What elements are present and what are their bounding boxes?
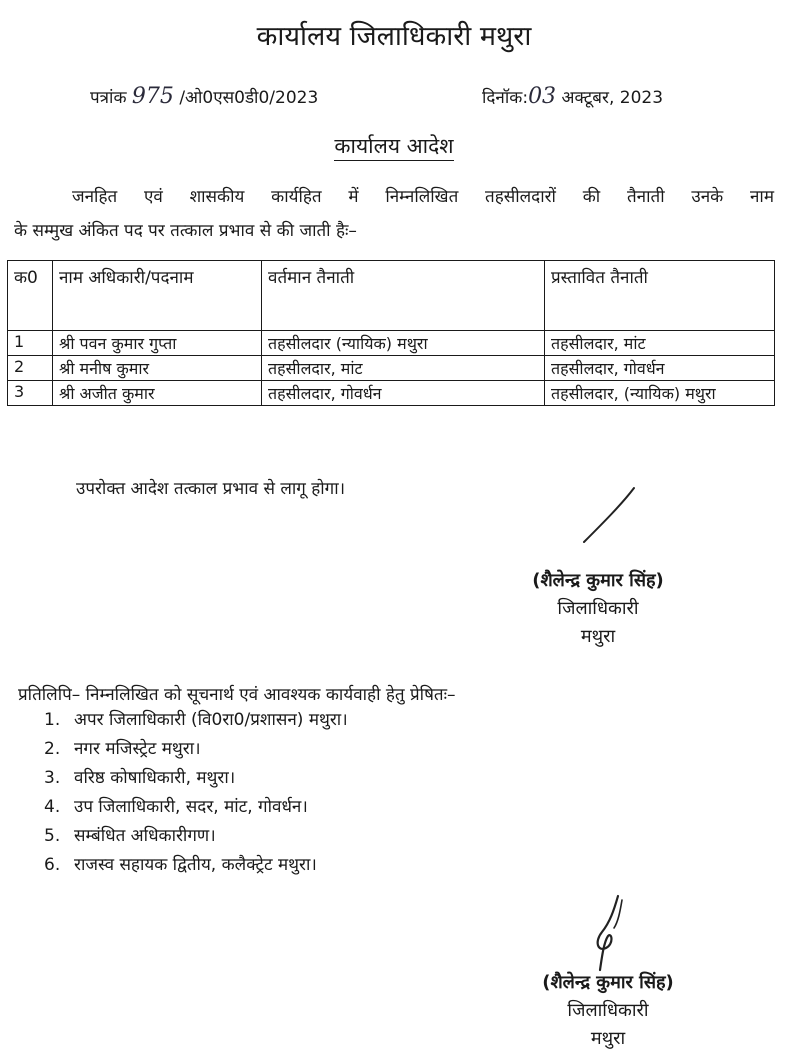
intro-line-2: के सम्मुख अंकित पद पर तत्काल प्रभाव से की जाती हैः– bbox=[14, 221, 357, 241]
cell-current-posting: तहसीलदार (न्यायिक) मथुरा bbox=[262, 331, 545, 356]
copy-recipient-list bbox=[44, 706, 348, 880]
list-number: 2. bbox=[44, 739, 61, 759]
signature-block-1 bbox=[480, 568, 716, 648]
signature-mark-1 bbox=[578, 484, 638, 546]
header-name: नाम अधिकारी/पदनाम bbox=[53, 261, 262, 331]
posting-table bbox=[7, 260, 775, 406]
office-title: कार्यालय जिलाधिकारी मथुरा bbox=[256, 21, 532, 52]
list-item bbox=[44, 851, 348, 880]
cell-proposed-posting: तहसीलदार, मांट bbox=[545, 331, 775, 356]
list-number: 5. bbox=[44, 826, 61, 846]
list-number: 4. bbox=[44, 797, 61, 817]
list-item bbox=[44, 793, 348, 822]
intro-line-1: जनहित एवं शासकीय कार्यहित में निम्नलिखित तहसीलदारों की तैनाती उनके नाम bbox=[72, 187, 774, 207]
cell-name: श्री पवन कुमार गुप्ता bbox=[53, 331, 262, 356]
list-text: नगर मजिस्ट्रेट मथुरा। bbox=[74, 739, 201, 759]
signatory-designation: जिलाधिकारी bbox=[557, 598, 639, 619]
list-item bbox=[44, 822, 348, 851]
signature-block-2 bbox=[490, 970, 726, 1050]
list-text: उप जिलाधिकारी, सदर, मांट, गोवर्धन। bbox=[74, 797, 308, 817]
list-text: राजस्व सहायक द्वितीय, कलैक्ट्रेट मथुरा। bbox=[74, 855, 317, 875]
list-number: 3. bbox=[44, 768, 61, 788]
cell-current-posting: तहसीलदार, मांट bbox=[262, 356, 545, 381]
date-prefix: दिनॉक: bbox=[482, 88, 529, 108]
cell-name: श्री अजीत कुमार bbox=[53, 381, 262, 406]
date-day-handwritten: 03 bbox=[528, 84, 557, 109]
order-heading-text: कार्यालय आदेश bbox=[334, 134, 453, 161]
header-current-posting: वर्तमान तैनाती bbox=[262, 261, 545, 331]
list-item bbox=[44, 764, 348, 793]
letter-prefix: पत्रांक bbox=[90, 88, 127, 108]
order-effect-text: उपरोक्त आदेश तत्काल प्रभाव से लागू होगा। bbox=[76, 479, 346, 499]
header-proposed-posting: प्रस्तावित तैनाती bbox=[545, 261, 775, 331]
intro-paragraph bbox=[14, 180, 774, 248]
table-row bbox=[8, 356, 775, 381]
list-number: 6. bbox=[44, 855, 61, 875]
signatory-name: (शैलेन्द्र कुमार सिंह) bbox=[542, 972, 674, 993]
cell-name: श्री मनीष कुमार bbox=[53, 356, 262, 381]
list-number: 1. bbox=[44, 710, 61, 730]
date-rest: अक्टूबर, 2023 bbox=[561, 88, 664, 108]
signatory-place: मथुरा bbox=[590, 1028, 626, 1049]
signatory-place: मथुरा bbox=[580, 626, 616, 647]
letter-suffix: /ओ0एस0डी0/2023 bbox=[179, 88, 319, 108]
letter-number-line bbox=[90, 84, 318, 109]
signatory-name: (शैलेन्द्र कुमार सिंह) bbox=[532, 570, 664, 591]
cell-serial: 2 bbox=[8, 356, 53, 381]
list-text: वरिष्ठ कोषाधिकारी, मथुरा। bbox=[74, 768, 236, 788]
table-row bbox=[8, 331, 775, 356]
cell-serial: 3 bbox=[8, 381, 53, 406]
list-text: सम्बंधित अधिकारीगण। bbox=[74, 826, 216, 846]
header-serial: क0 bbox=[8, 261, 53, 331]
order-heading bbox=[0, 132, 788, 160]
signatory-designation: जिलाधिकारी bbox=[567, 1000, 649, 1021]
cell-proposed-posting: तहसीलदार, (न्यायिक) मथुरा bbox=[545, 381, 775, 406]
copy-intro: प्रतिलिपि– निम्नलिखित को सूचनार्थ एवं आवश्यक कार्यवाही हेतु प्रेषितः– bbox=[18, 685, 456, 705]
table-header-row bbox=[8, 261, 775, 331]
list-item bbox=[44, 706, 348, 735]
table-row bbox=[8, 381, 775, 406]
list-text: अपर जिलाधिकारी (वि0रा0/प्रशासन) मथुरा। bbox=[74, 710, 348, 730]
date-line bbox=[482, 84, 663, 109]
list-item bbox=[44, 735, 348, 764]
signature-mark-2 bbox=[588, 892, 632, 974]
cell-proposed-posting: तहसीलदार, गोवर्धन bbox=[545, 356, 775, 381]
cell-current-posting: तहसीलदार, गोवर्धन bbox=[262, 381, 545, 406]
cell-serial: 1 bbox=[8, 331, 53, 356]
letter-number-handwritten: 975 bbox=[131, 84, 174, 109]
